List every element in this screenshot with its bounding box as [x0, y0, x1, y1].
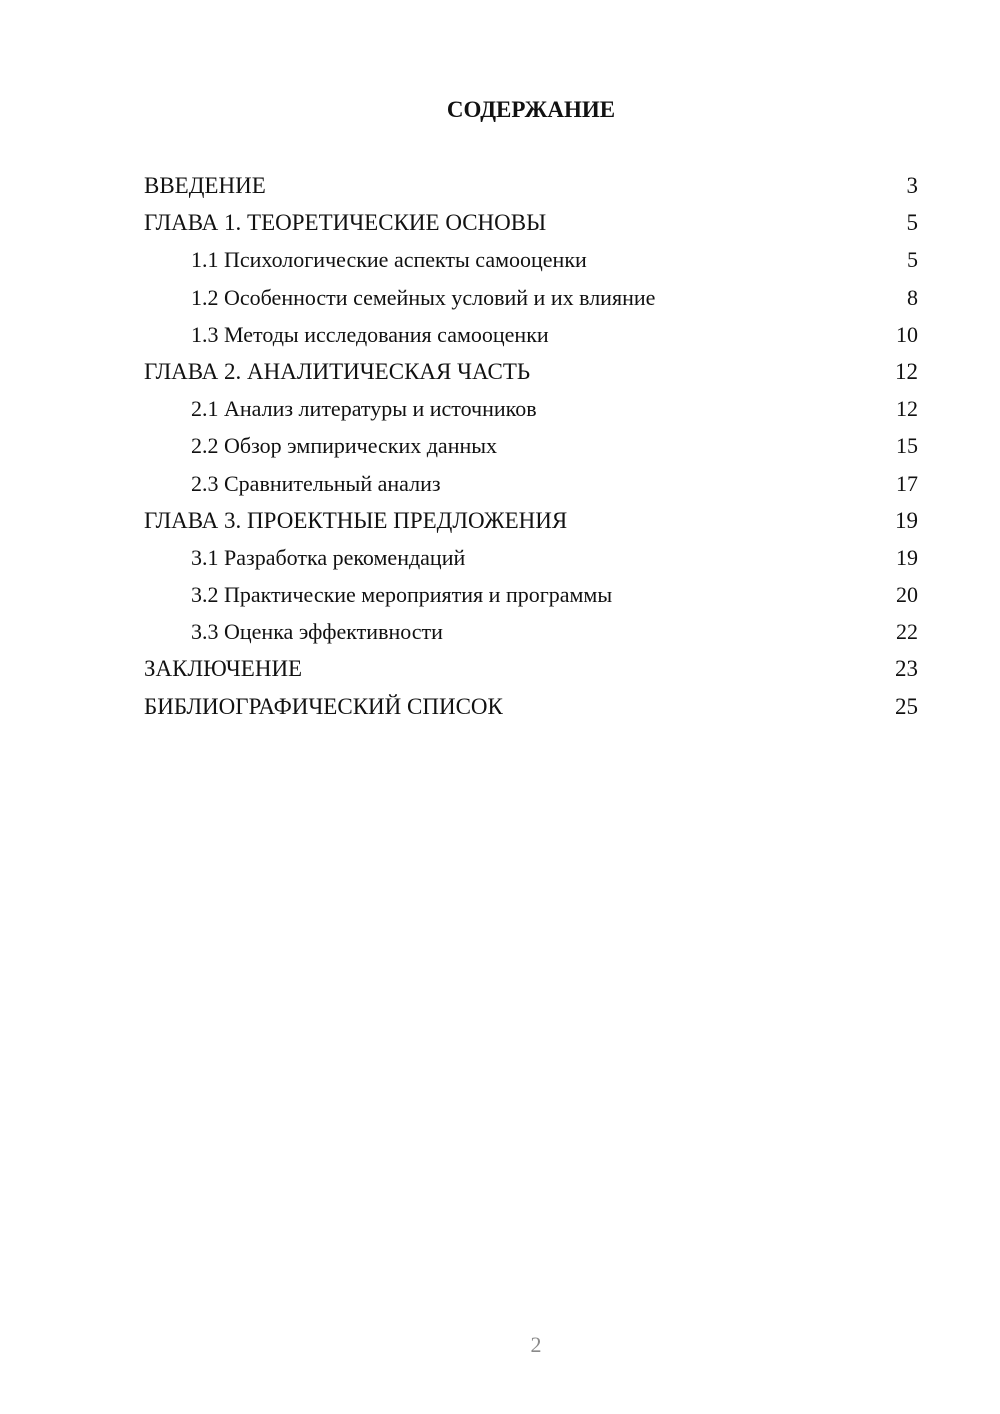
toc-section-entry	[144, 316, 918, 353]
toc-section-entry	[144, 390, 918, 427]
toc-section-entry	[144, 613, 918, 650]
toc-entry-page: 12	[895, 358, 918, 384]
toc-entry-page: 25	[895, 693, 918, 719]
toc-entry-label: 2.2 Обзор эмпирических данных	[191, 433, 498, 459]
toc-chapter-entry	[144, 650, 918, 687]
toc-section-entry	[144, 241, 918, 278]
toc-chapter-entry	[144, 204, 918, 241]
toc-entry-label: ГЛАВА 2. АНАЛИТИЧЕСКАЯ ЧАСТЬ	[144, 358, 531, 384]
toc-entry-page: 12	[896, 396, 918, 422]
toc-entry-label: БИБЛИОГРАФИЧЕСКИЙ СПИСОК	[144, 693, 503, 719]
toc-title: СОДЕРЖАНИЕ	[446, 97, 616, 122]
toc-entry-page: 19	[896, 544, 918, 570]
toc-entry-label: ЗАКЛЮЧЕНИЕ	[144, 656, 303, 682]
toc-section-entry	[144, 279, 918, 316]
toc-section-entry	[144, 539, 918, 576]
toc-chapter-entry	[144, 353, 918, 390]
page-number: 2	[530, 1332, 542, 1357]
toc-section-entry	[144, 576, 918, 613]
toc-entry-page: 8	[907, 284, 918, 310]
toc-section-entry	[144, 465, 918, 502]
toc-chapter-entry	[144, 502, 918, 539]
toc-entry-label: ГЛАВА 1. ТЕОРЕТИЧЕСКИЕ ОСНОВЫ	[144, 210, 547, 236]
toc-entry-page: 22	[896, 619, 918, 645]
toc-chapter-entry	[144, 688, 918, 725]
toc-entry-page: 5	[907, 247, 918, 273]
toc-entry-label: 3.3 Оценка эффективности	[191, 619, 443, 645]
toc-section-entry	[144, 427, 918, 464]
toc-entry-label: 3.1 Разработка рекомендаций	[191, 544, 466, 570]
toc-entry-label: 2.3 Сравнительный анализ	[191, 470, 441, 496]
toc-entry-page: 20	[896, 582, 918, 608]
toc-entry-page: 5	[906, 210, 918, 236]
toc-entry-page: 19	[895, 507, 918, 533]
toc-entry-label: ГЛАВА 3. ПРОЕКТНЫЕ ПРЕДЛОЖЕНИЯ	[144, 507, 568, 533]
toc-entry-label: ВВЕДЕНИЕ	[144, 173, 266, 198]
toc-entry-page: 23	[895, 656, 918, 682]
toc-entry-label: 2.1 Анализ литературы и источников	[191, 396, 537, 422]
toc-entry-page: 3	[906, 173, 918, 198]
toc-entry-label: 1.3 Методы исследования самооценки	[191, 321, 549, 347]
toc-entry-page: 17	[896, 470, 918, 496]
toc-entry-page: 10	[896, 321, 918, 347]
toc-entry-label: 3.2 Практические мероприятия и программы	[191, 582, 613, 608]
toc-entry-label: 1.2 Особенности семейных условий и их влияние	[191, 284, 656, 310]
toc-entry-label: 1.1 Психологические аспекты самооценки	[191, 247, 587, 273]
toc-chapter-entry	[144, 167, 918, 204]
toc-entry-page: 15	[896, 433, 918, 459]
table-of-contents	[144, 167, 918, 725]
